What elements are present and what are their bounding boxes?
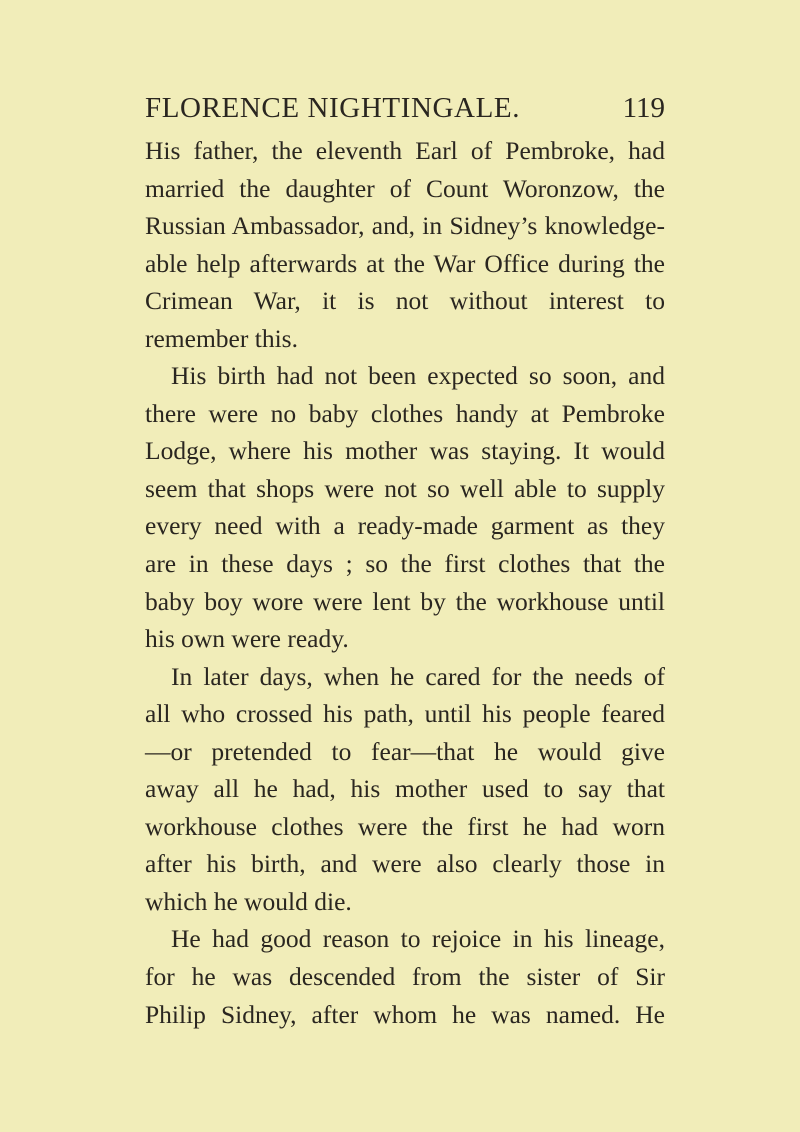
text-line: every need with a ready-made garment as they — [145, 511, 665, 541]
text-line: there were no baby clothes handy at Pembroke — [145, 398, 665, 428]
text-line: baby boy wore were lent by the workhouse until — [145, 586, 665, 616]
text-line: Russian Ambassador, and, in Sidney’s knowledge- — [145, 211, 665, 241]
text-line: —or pretended to fear—that he would give — [145, 736, 665, 766]
text-line: for he was descended from the sister of Sir — [145, 962, 665, 992]
running-head — [145, 90, 665, 126]
text-line: able help afterwards at the War Office during the — [145, 248, 665, 278]
text-line: all who crossed his path, until his people feared — [145, 699, 665, 729]
text-line: married the daughter of Count Woronzow, the — [145, 173, 665, 203]
text-line: his own were ready. — [145, 624, 349, 654]
text-line: His father, the eleventh Earl of Pembroke, had — [145, 136, 665, 165]
text-line: He had good reason to rejoice in his lineage, — [171, 924, 665, 954]
text-line: His birth had not been expected so soon, and — [171, 361, 665, 391]
text-line: are in these days ; so the first clothes that the — [145, 549, 665, 579]
text-line: which he would die. — [145, 886, 352, 916]
running-title: FLORENCE NIGHTINGALE. — [145, 92, 521, 124]
body-text — [145, 132, 665, 1033]
text-line: In later days, when he cared for the needs of — [171, 661, 665, 691]
page-number: 119 — [622, 92, 665, 124]
text-line: workhouse clothes were the first he had worn — [145, 811, 665, 841]
text-line: Lodge, where his mother was staying. It would — [145, 436, 665, 466]
text-line: away all he had, his mother used to say that — [145, 774, 665, 804]
text-line: remember this. — [145, 323, 298, 353]
text-line: Philip Sidney, after whom he was named. He — [145, 999, 665, 1029]
text-line: Crimean War, it is not without interest to — [145, 286, 665, 316]
text-line: after his birth, and were also clearly those in — [145, 849, 665, 879]
text-line: seem that shops were not so well able to supply — [145, 473, 665, 503]
